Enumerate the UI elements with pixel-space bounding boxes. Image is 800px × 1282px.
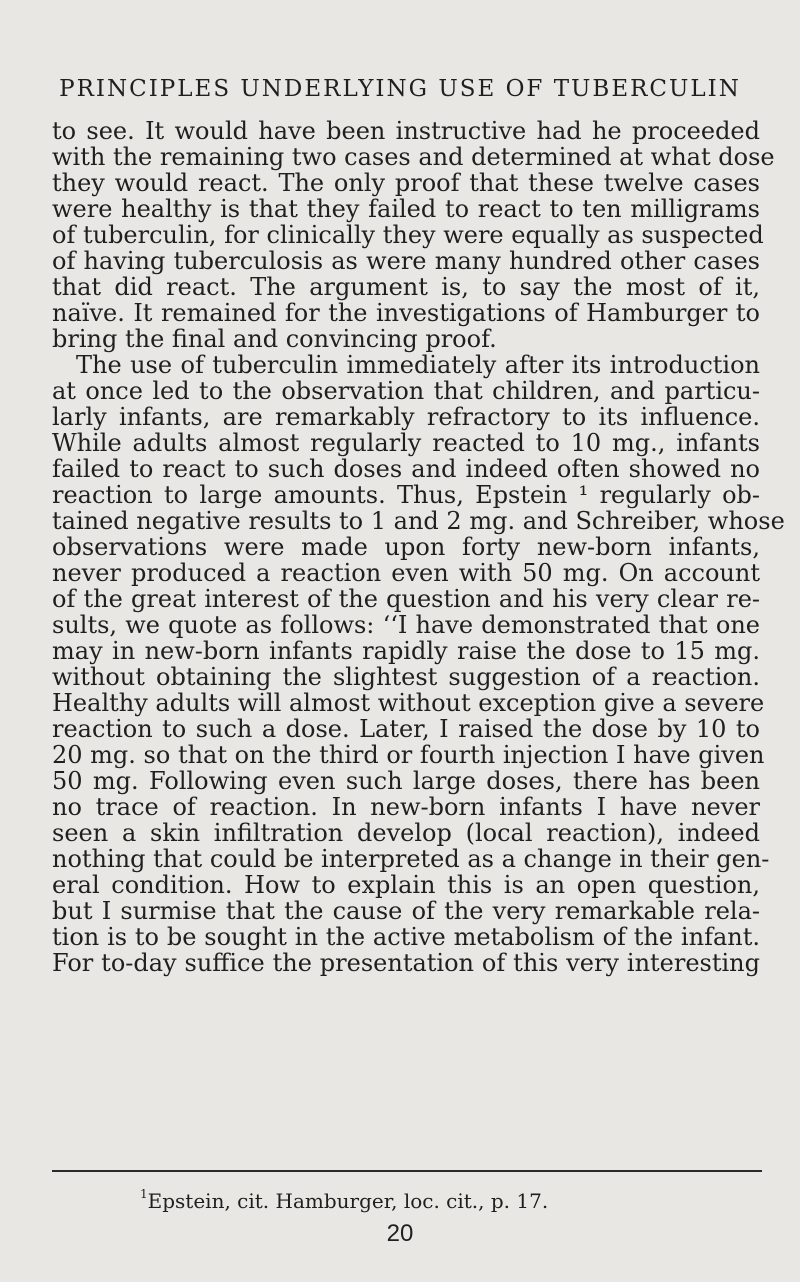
footnote-text: Epstein, cit. Hamburger, loc. cit., p. 17. (147, 1189, 549, 1213)
text-line: that did react. The argument is, to say the most of it, (52, 273, 760, 301)
text-line: of having tuberculosis as were many hundred other cases (52, 247, 760, 275)
footnote (140, 1189, 548, 1213)
text-line: of tuberculin, for clinically they were equally as suspected (52, 221, 764, 249)
page-number: 20 (386, 1220, 414, 1247)
text-line: at once led to the observation that children, and particu- (52, 377, 760, 405)
footnote-marker: 1 (140, 1187, 148, 1201)
text-line: 20 mg. so that on the third or fourth injection I have given (52, 741, 765, 769)
text-line: seen a skin infiltration develop (local reaction), indeed (52, 819, 760, 847)
footnote-divider (52, 1170, 762, 1172)
text-line: bring the final and convincing proof. (52, 325, 497, 353)
text-line: never produced a reaction even with 50 mg. On account (52, 559, 760, 587)
text-line: eral condition. How to explain this is an open question, (52, 871, 760, 899)
text-line: reaction to such a dose. Later, I raised the dose by 10 to (52, 715, 760, 743)
text-line: tion is to be sought in the active metabolism of the infant. (52, 923, 760, 951)
text-line: The use of tuberculin immediately after its introduction (76, 351, 760, 379)
text-line: without obtaining the slightest suggestion of a reaction. (52, 663, 760, 691)
running-head: PRINCIPLES UNDERLYING USE OF TUBERCULIN (59, 76, 741, 102)
text-line: with the remaining two cases and determined at what dose (52, 143, 775, 171)
text-line: naïve. It remained for the investigations of Hamburger to (52, 299, 760, 327)
text-line: may in new-born infants rapidly raise the dose to 15 mg. (52, 637, 760, 665)
text-line: but I surmise that the cause of the very remarkable rela- (52, 897, 760, 925)
text-line: observations were made upon forty new-born infants, (52, 533, 760, 561)
text-line: For to-day suffice the presentation of this very interesting (52, 949, 760, 977)
text-line: While adults almost regularly reacted to 10 mg., infants (52, 429, 760, 457)
text-line: failed to react to such doses and indeed often showed no (52, 455, 760, 483)
text-line: tained negative results to 1 and 2 mg. and Schreiber, whose (52, 507, 785, 535)
text-line: reaction to large amounts. Thus, Epstein ¹ regularly ob- (52, 481, 760, 509)
text-line: Healthy adults will almost without exception give a severe (52, 689, 765, 717)
text-line: to see. It would have been instructive had he proceeded (52, 117, 760, 145)
body-text (52, 117, 785, 977)
text-line: of the great interest of the question and his very clear re- (52, 585, 760, 613)
text-line: 50 mg. Following even such large doses, there has been (52, 767, 760, 795)
text-line: no trace of reaction. In new-born infants I have never (52, 793, 760, 821)
text-line: larly infants, are remarkably refractory to its influence. (52, 403, 760, 431)
text-line: nothing that could be interpreted as a change in their gen- (52, 845, 770, 873)
text-line: were healthy is that they failed to react to ten milligrams (52, 195, 760, 223)
text-line: they would react. The only proof that these twelve cases (52, 169, 760, 197)
text-line: sults, we quote as follows: ‘‘I have demonstrated that one (52, 611, 760, 639)
